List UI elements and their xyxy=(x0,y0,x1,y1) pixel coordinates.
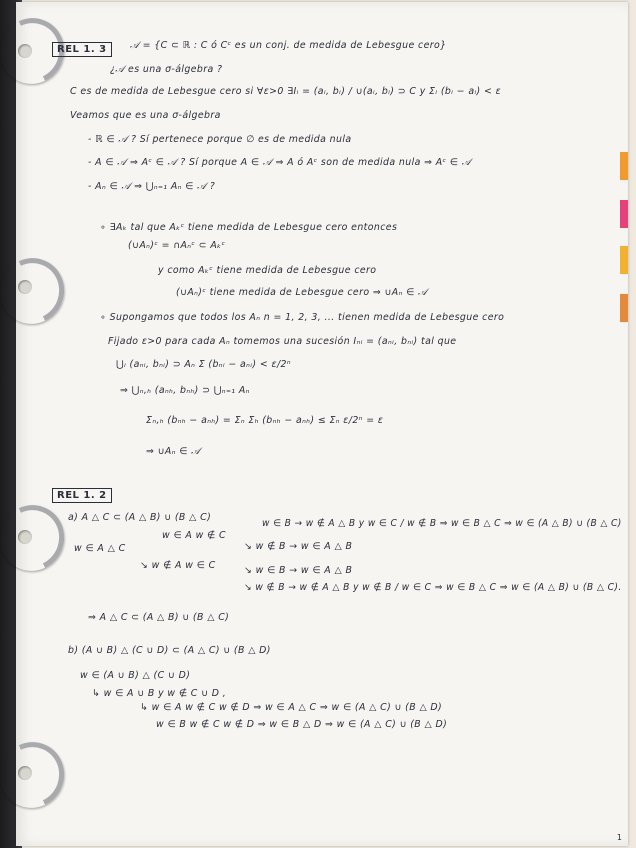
note-line: ↘ w ∉ B → w ∉ A △ B y w ∉ B / w ∈ C ⇒ w ∈ B △ C ⇒ w ∈ (A △ B) ∪ (B △ C). xyxy=(244,582,622,593)
note-line: ↳ w ∈ A w ∉ C w ∉ D ⇒ w ∈ A △ C ⇒ w ∈ (A △ C) ∪ (B △ D) xyxy=(140,702,443,713)
note-line: - ℝ ∈ 𝒜 ? Sí pertenece porque ∅ es de medida nula xyxy=(88,134,352,145)
note-line: C es de medida de Lebesgue cero si ∀ε>0 ∃Iᵢ = (aᵢ, bᵢ) / ∪(aᵢ, bᵢ) ⊃ C y Σᵢ (bᵢ − aᵢ) < ε xyxy=(70,86,502,97)
note-line: w ∈ B → w ∉ A △ B y w ∈ C / w ∉ B ⇒ w ∈ B △ C ⇒ w ∈ (A △ B) ∪ (B △ C) xyxy=(262,518,622,529)
note-line: ⋃ᵢ (aₙᵢ, bₙᵢ) ⊃ Aₙ Σ (bₙᵢ − aₙᵢ) < ε/2ⁿ xyxy=(116,359,292,370)
note-line: w ∈ (A ∪ B) △ (C ∪ D) xyxy=(80,670,191,681)
note-line: ↘ w ∉ B → w ∈ A △ B xyxy=(244,541,353,552)
note-line: w ∈ B w ∉ C w ∉ D ⇒ w ∈ B △ D ⇒ w ∈ (A △ C) ∪ (B △ D) xyxy=(156,719,448,730)
note-line: ∘ Supongamos que todos los Aₙ n = 1, 2, 3, ... tienen medida de Lebesgue cero xyxy=(100,312,505,323)
note-line: ¿𝒜 es una σ-álgebra ? xyxy=(110,64,223,75)
note-line: - Aₙ ∈ 𝒜 ⇒ ⋃ₙ₌₁ Aₙ ∈ 𝒜 ? xyxy=(88,181,216,192)
note-line: ∘ ∃Aₖ tal que Aₖᶜ tiene medida de Lebesgue cero entonces xyxy=(100,222,398,233)
note-line: Σₙ,ₕ (bₙₕ − aₙₕ) = Σₙ Σₕ (bₙₕ − aₙₕ) ≤ Σₙ ε/2ⁿ = ε xyxy=(146,415,384,426)
note-line: y como Aₖᶜ tiene medida de Lebesgue cero xyxy=(158,265,377,276)
note-line: w ∈ A △ C xyxy=(74,543,126,554)
note-line: (∪Aₙ)ᶜ tiene medida de Lebesgue cero ⇒ ∪Aₙ ∈ 𝒜 xyxy=(176,287,428,298)
note-line: Fijado ε>0 para cada Aₙ tomemos una sucesión Iₙᵢ = (aₙᵢ, bₙᵢ) tal que xyxy=(108,336,457,347)
note-line: ⇒ ⋃ₙ,ₕ (aₙₕ, bₙₕ) ⊃ ⋃ₙ₌₁ Aₙ xyxy=(120,385,250,396)
note-line: - A ∈ 𝒜 ⇒ Aᶜ ∈ 𝒜 ? Sí porque A ∈ 𝒜 ⇒ A ó Aᶜ son de medida nula ⇒ Aᶜ ∈ 𝒜 xyxy=(88,157,472,168)
note-line: ⇒ A △ C ⊂ (A △ B) ∪ (B △ C) xyxy=(88,612,230,623)
section-label: REL 1. 2 xyxy=(52,488,112,503)
page-tab-pink xyxy=(620,200,628,228)
page-tab-orange-2 xyxy=(620,294,628,322)
note-line: a) A △ C ⊂ (A △ B) ∪ (B △ C) xyxy=(68,512,212,523)
note-line: b) (A ∪ B) △ (C ∪ D) ⊂ (A △ C) ∪ (B △ D) xyxy=(68,645,271,656)
note-line: w ∈ A w ∉ C xyxy=(162,530,226,541)
page-tab-yellow xyxy=(620,246,628,274)
page-number: 1 xyxy=(616,833,622,842)
note-line: Veamos que es una σ-álgebra xyxy=(70,110,221,121)
section-label: REL 1. 3 xyxy=(52,42,112,57)
note-line: ↘ w ∈ B → w ∈ A △ B xyxy=(244,565,353,576)
note-line: 𝒜 = {C ⊂ ℝ : C ó Cᶜ es un conj. de medida de Lebesgue cero} xyxy=(130,40,447,51)
note-line: ↳ w ∈ A ∪ B y w ∉ C ∪ D , xyxy=(92,688,227,699)
page-tab-orange xyxy=(620,152,628,180)
note-line: ⇒ ∪Aₙ ∈ 𝒜 xyxy=(146,446,201,457)
note-line: (∪Aₙ)ᶜ = ∩Aₙᶜ ⊂ Aₖᶜ xyxy=(128,240,226,251)
note-line: ↘ w ∉ A w ∈ C xyxy=(140,560,216,571)
